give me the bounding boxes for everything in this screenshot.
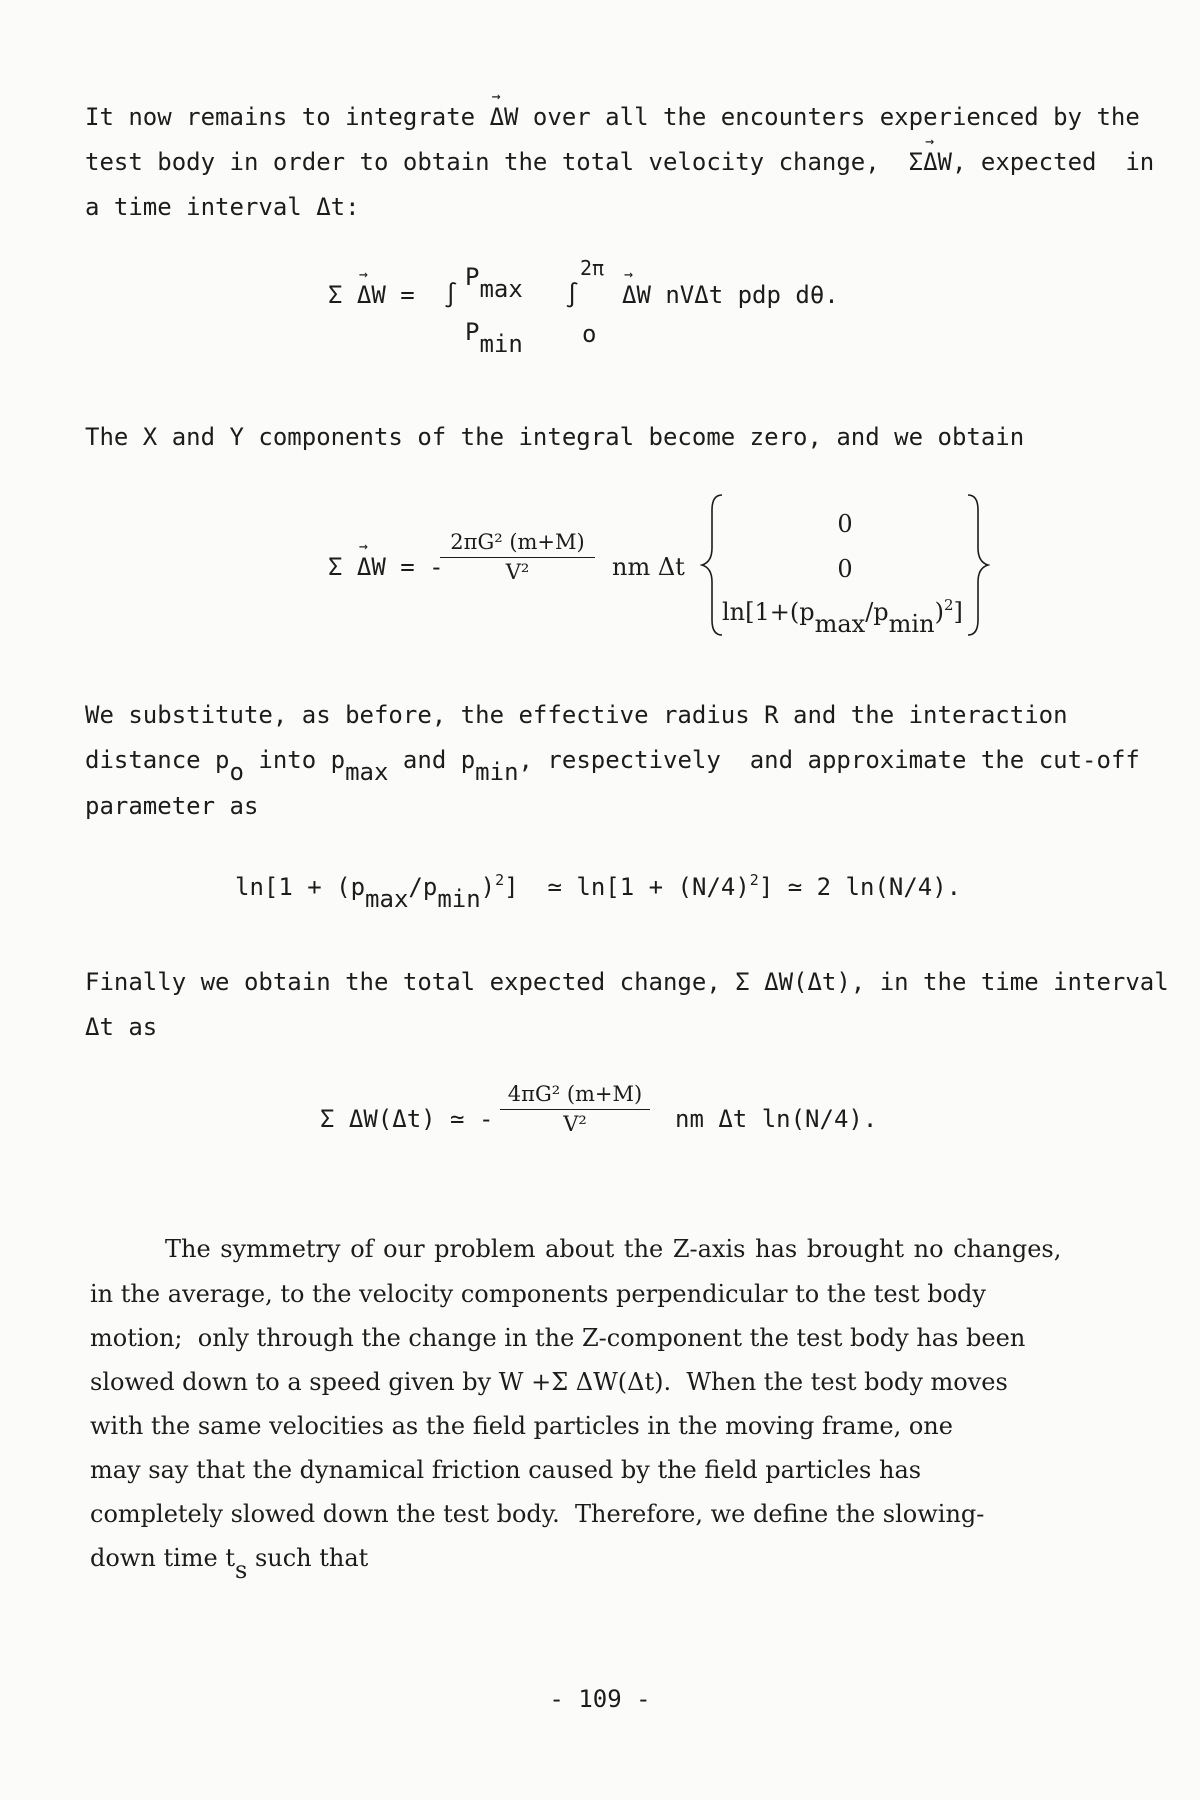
equation-2-denominator: V² [505,560,530,584]
paragraph-5-line-8: down time ts such that [90,1544,369,1584]
page-number: - 109 - [549,1685,651,1713]
equation-2-factor: nm Δt [612,553,685,581]
paragraph-3-line-3: parameter as [85,792,259,820]
equation-4-rhs: nm Δt ln(N/4). [675,1105,878,1133]
paragraph-5-line-1: The symmetry of our problem about the Z-axis has brought no changes, [165,1235,1062,1263]
paragraph-1-line-3: a time interval Δt: [85,193,360,221]
paragraph-2: The X and Y components of the integral become zero, and we obtain [85,423,1025,451]
equation-1-upper-limit-2: 2π [580,256,605,280]
equation-2-numerator: 2πG² (m+M) [440,530,595,558]
equation-4-numerator: 4πG² (m+M) [500,1082,650,1110]
paragraph-3-line-1: We substitute, as before, the effective radius R and the interaction [85,701,1068,729]
paragraph-4-line-2: Δt as [85,1013,158,1041]
paragraph-5-line-5: with the same velocities as the field particles in the moving frame, one [90,1412,953,1440]
equation-1-lower-limit-2: o [582,320,597,348]
equation-2-lhs: Σ → ΔW = - [328,555,444,579]
equation-1-lower-limit-1: Pmin [465,318,523,358]
equation-1-upper-limit-1: Pmax [465,263,523,303]
vector-delta-w: → ΔW [490,105,519,129]
equation-1-integrand: → ΔW nVΔt pdp dθ. [622,283,839,307]
equation-1-lhs: Σ → ΔW = ∫ [328,283,458,307]
paragraph-3-line-2: distance po into pmax and pmin, respectively and approximate the cut-off [85,746,1140,786]
paragraph-5-line-6: may say that the dynamical friction caused by the field particles has [90,1456,922,1484]
equation-1-integral-2: ∫ [565,281,580,309]
vector-row-2: 0 [837,555,853,583]
paragraph-5-line-7: completely slowed down the test body. Therefore, we define the slowing- [90,1500,985,1528]
equation-4-denominator: V² [563,1112,587,1136]
paragraph-5-line-2: in the average, to the velocity components perpendicular to the test body [90,1280,986,1308]
paragraph-1-line-2: test body in order to obtain the total velocity change, Σ→ ΔW, expected in [85,150,1154,174]
paragraph-5-line-3: motion; only through the change in the Z-component the test body has been [90,1324,1026,1352]
vector-row-1: 0 [837,510,853,538]
equation-4-fraction [500,1082,650,1136]
equation-3: $\ln[1 + (pmax/pmin)^2]$ ≃ $\ln[1 + (N/4)^2]$ ≃ 2 ln(N/4). [235,871,962,913]
paragraph-1-line-1: It now remains to integrate → ΔW over all the encounters experienced by the [85,105,1140,129]
paragraph-5-line-4: slowed down to a speed given by W +Σ ΔW(Δt). When the test body moves [90,1368,1008,1396]
vector-delta-w: → ΔW [923,150,952,174]
paragraph-4-line-1: Finally we obtain the total expected change, Σ ΔW(Δt), in the time interval [85,968,1169,996]
equation-4-lhs: Σ ΔW(Δt) ≃ - [320,1105,494,1133]
equation-2-fraction [440,530,595,584]
vector-row-3: $\ln[1+(pmax/pmin)^2]$ [722,596,963,638]
